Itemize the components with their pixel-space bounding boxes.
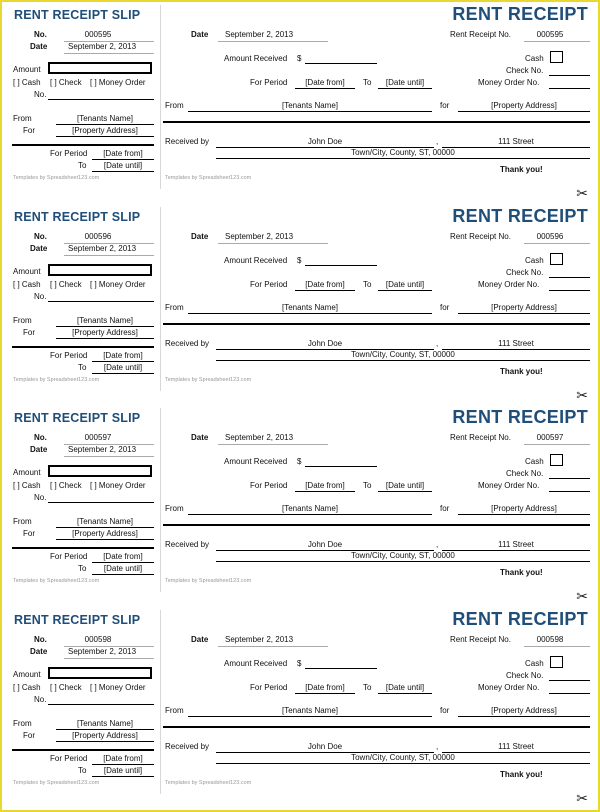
date-line xyxy=(218,243,328,244)
slip-date-value: September 2, 2013 xyxy=(68,445,137,454)
comma: , xyxy=(436,339,439,348)
for-period-label: For Period xyxy=(250,481,288,490)
slip-date-label: Date xyxy=(30,42,48,51)
slip-check-option[interactable]: [ ] Check xyxy=(50,78,82,87)
date-value: September 2, 2013 xyxy=(225,433,294,442)
date-line xyxy=(218,41,328,42)
slip-amount-field[interactable] xyxy=(48,465,152,477)
thank-you: Thank you! xyxy=(500,770,543,779)
slip-from-label: From xyxy=(13,114,32,123)
slip-date-line xyxy=(64,255,154,256)
from-label: From xyxy=(165,706,184,715)
main-divider xyxy=(163,726,590,728)
from-line[interactable] xyxy=(188,111,432,112)
check-no-label: Check No. xyxy=(506,66,544,75)
slip-date-from-line[interactable] xyxy=(92,361,154,362)
cash-label: Cash xyxy=(525,54,544,63)
rent-receipt-no-label: Rent Receipt No. xyxy=(450,232,511,241)
slip-date-from-line[interactable] xyxy=(92,159,154,160)
tenant-name: [Tenants Name] xyxy=(281,504,339,513)
slip-to-label: To xyxy=(78,766,87,775)
templates-credit: Templates by Spreadsheet123.com xyxy=(165,578,252,584)
date-line xyxy=(218,444,328,445)
comma: , xyxy=(436,540,439,549)
slip-no-label: No. xyxy=(34,232,47,241)
from-line[interactable] xyxy=(188,514,432,515)
slip-no-label: No. xyxy=(34,635,47,644)
receiver-name: John Doe xyxy=(307,742,343,751)
slip-receipt-number: 000598 xyxy=(84,635,112,644)
slip-property-address: [Property Address] xyxy=(72,731,138,740)
check-no-label: Check No. xyxy=(506,671,544,680)
date-until-value: [Date until] xyxy=(385,683,425,692)
slip-receipt-number: 000595 xyxy=(84,30,112,39)
city-line[interactable] xyxy=(216,763,590,764)
slip-payment-no-line[interactable] xyxy=(48,99,154,100)
slip-payment-no-line[interactable] xyxy=(48,301,154,302)
main-divider xyxy=(163,524,590,526)
property-address: [Property Address] xyxy=(491,706,557,715)
scissors-icon: ✂ xyxy=(576,185,588,201)
city-line[interactable] xyxy=(216,561,590,562)
dollar-sign: $ xyxy=(297,457,302,466)
slip-for-line[interactable] xyxy=(56,338,154,339)
street-value: 111 Street xyxy=(498,137,534,146)
main-divider xyxy=(163,121,590,123)
templates-credit: Templates by Spreadsheet123.com xyxy=(165,175,252,181)
rent-receipt-number: 000597 xyxy=(536,433,564,442)
slip-money-order-option[interactable]: [ ] Money Order xyxy=(90,683,146,692)
slip-payment-no-line[interactable] xyxy=(48,704,154,705)
slip-money-order-option[interactable]: [ ] Money Order xyxy=(90,78,146,87)
street-value: 111 Street xyxy=(498,540,534,549)
slip-date-label: Date xyxy=(30,244,48,253)
amount-received-label: Amount Received xyxy=(224,457,288,466)
date-from-line[interactable] xyxy=(295,88,355,89)
for-line[interactable] xyxy=(458,313,590,314)
slip-money-order-option[interactable]: [ ] Money Order xyxy=(90,280,146,289)
received-by-label: Received by xyxy=(165,137,210,146)
slip-templates-credit: Templates by Spreadsheet123.com xyxy=(13,780,100,786)
from-line[interactable] xyxy=(188,313,432,314)
amount-received-line[interactable] xyxy=(305,63,377,64)
for-line[interactable] xyxy=(458,111,590,112)
tenant-name: [Tenants Name] xyxy=(281,101,339,110)
slip-date-from: [Date from] xyxy=(103,351,143,360)
slip-period-label: For Period xyxy=(50,754,88,763)
slip-date-until: [Date until] xyxy=(103,564,143,573)
rent-receipt xyxy=(8,5,592,201)
slip-date-value: September 2, 2013 xyxy=(68,647,137,656)
date-until-value: [Date until] xyxy=(385,78,425,87)
slip-date-from: [Date from] xyxy=(103,754,143,763)
cash-checkbox[interactable] xyxy=(550,454,563,466)
slip-receipt-number: 000597 xyxy=(84,433,112,442)
slip-divider xyxy=(12,144,154,146)
slip-cash-option[interactable]: [ ] Cash xyxy=(13,683,41,692)
dollar-sign: $ xyxy=(297,659,302,668)
date-label: Date xyxy=(191,635,209,644)
money-order-no-label: Money Order No. xyxy=(478,683,540,692)
money-order-no-line[interactable] xyxy=(549,693,590,694)
date-until-line[interactable] xyxy=(378,88,432,89)
rent-receipt xyxy=(8,207,592,403)
slip-for-line[interactable] xyxy=(56,741,154,742)
slip-money-order-option[interactable]: [ ] Money Order xyxy=(90,481,146,490)
for-label: for xyxy=(440,706,450,715)
amount-received-label: Amount Received xyxy=(224,54,288,63)
slip-date-from: [Date from] xyxy=(103,149,143,158)
cash-checkbox[interactable] xyxy=(550,253,563,265)
cash-label: Cash xyxy=(525,659,544,668)
date-from-line[interactable] xyxy=(295,491,355,492)
receipt-slip xyxy=(8,408,158,588)
tenant-name: [Tenants Name] xyxy=(281,303,339,312)
date-label: Date xyxy=(191,433,209,442)
slip-date-until: [Date until] xyxy=(103,161,143,170)
slip-date-line xyxy=(64,658,154,659)
date-label: Date xyxy=(191,30,209,39)
receiver-name: John Doe xyxy=(307,137,343,146)
slip-from-line[interactable] xyxy=(56,729,154,730)
slip-amount-label: Amount xyxy=(13,670,41,679)
amount-received-line[interactable] xyxy=(305,466,377,467)
property-address: [Property Address] xyxy=(491,101,557,110)
slip-date-value: September 2, 2013 xyxy=(68,244,137,253)
dollar-sign: $ xyxy=(297,256,302,265)
slip-date-until: [Date until] xyxy=(103,363,143,372)
street-value: 111 Street xyxy=(498,742,534,751)
check-no-line[interactable] xyxy=(549,680,590,681)
money-order-no-label: Money Order No. xyxy=(478,78,540,87)
receipt-title: RENT RECEIPT xyxy=(452,609,588,629)
receipt-title: RENT RECEIPT xyxy=(452,407,588,427)
check-no-label: Check No. xyxy=(506,469,544,478)
slip-for-line[interactable] xyxy=(56,136,154,137)
rent-receipt-no-label: Rent Receipt No. xyxy=(450,433,511,442)
slip-templates-credit: Templates by Spreadsheet123.com xyxy=(13,175,100,181)
for-period-label: For Period xyxy=(250,280,288,289)
date-label: Date xyxy=(191,232,209,241)
date-from-value: [Date from] xyxy=(305,683,345,692)
rent-receipt-no-label: Rent Receipt No. xyxy=(450,30,511,39)
cash-checkbox[interactable] xyxy=(550,656,563,668)
date-line xyxy=(218,646,328,647)
slip-date-from: [Date from] xyxy=(103,552,143,561)
to-label: To xyxy=(363,78,372,87)
date-from-line[interactable] xyxy=(295,290,355,291)
slip-tenant-name: [Tenants Name] xyxy=(76,719,134,728)
date-value: September 2, 2013 xyxy=(225,232,294,241)
slip-tenant-name: [Tenants Name] xyxy=(76,316,134,325)
main-divider xyxy=(163,323,590,325)
rent-receipt-no-line xyxy=(524,646,590,647)
slip-date-until-line[interactable] xyxy=(92,171,154,172)
slip-check-option[interactable]: [ ] Check xyxy=(50,683,82,692)
comma: , xyxy=(436,742,439,751)
slip-templates-credit: Templates by Spreadsheet123.com xyxy=(13,578,100,584)
slip-date-until: [Date until] xyxy=(103,766,143,775)
street-value: 111 Street xyxy=(498,339,534,348)
for-label: for xyxy=(440,303,450,312)
receipt-slip xyxy=(8,207,158,387)
from-label: From xyxy=(165,303,184,312)
slip-property-address: [Property Address] xyxy=(72,126,138,135)
receipt-title: RENT RECEIPT xyxy=(452,206,588,226)
from-line[interactable] xyxy=(188,716,432,717)
slip-divider xyxy=(12,749,154,751)
slip-date-value: September 2, 2013 xyxy=(68,42,137,51)
receipt-title: RENT RECEIPT xyxy=(452,4,588,24)
slip-cash-option[interactable]: [ ] Cash xyxy=(13,78,41,87)
cash-checkbox[interactable] xyxy=(550,51,563,63)
slip-check-option[interactable]: [ ] Check xyxy=(50,481,82,490)
slip-from-line[interactable] xyxy=(56,326,154,327)
perforation-divider xyxy=(160,610,161,794)
slip-divider xyxy=(12,547,154,549)
amount-received-label: Amount Received xyxy=(224,659,288,668)
from-label: From xyxy=(165,504,184,513)
slip-payment-no-label: No. xyxy=(34,695,47,704)
perforation-divider xyxy=(160,408,161,592)
slip-amount-label: Amount xyxy=(13,468,41,477)
slip-amount-field[interactable] xyxy=(48,264,152,276)
slip-title: RENT RECEIPT SLIP xyxy=(14,210,141,224)
perforation-divider xyxy=(160,5,161,189)
rent-receipt-number: 000598 xyxy=(536,635,564,644)
rent-receipt-no-line xyxy=(524,243,590,244)
rent-receipt-number: 000596 xyxy=(536,232,564,241)
received-by-label: Received by xyxy=(165,540,210,549)
check-no-line[interactable] xyxy=(549,75,590,76)
for-period-label: For Period xyxy=(250,78,288,87)
for-period-label: For Period xyxy=(250,683,288,692)
money-order-no-label: Money Order No. xyxy=(478,481,540,490)
thank-you: Thank you! xyxy=(500,367,543,376)
slip-to-label: To xyxy=(78,161,87,170)
date-from-value: [Date from] xyxy=(305,280,345,289)
templates-credit: Templates by Spreadsheet123.com xyxy=(165,377,252,383)
city-line[interactable] xyxy=(216,158,590,159)
slip-payment-no-line[interactable] xyxy=(48,502,154,503)
received-by-label: Received by xyxy=(165,742,210,751)
cash-label: Cash xyxy=(525,457,544,466)
slip-cash-option[interactable]: [ ] Cash xyxy=(13,481,41,490)
date-value: September 2, 2013 xyxy=(225,635,294,644)
rent-receipt xyxy=(8,408,592,604)
for-label: for xyxy=(440,504,450,513)
money-order-no-label: Money Order No. xyxy=(478,280,540,289)
slip-property-address: [Property Address] xyxy=(72,328,138,337)
receipt-slip xyxy=(8,5,158,185)
slip-for-label: For xyxy=(23,126,35,135)
slip-period-label: For Period xyxy=(50,552,88,561)
property-address: [Property Address] xyxy=(491,504,557,513)
slip-from-label: From xyxy=(13,517,32,526)
check-no-line[interactable] xyxy=(549,478,590,479)
city-value: Town/City, County, ST, 00000 xyxy=(351,753,455,762)
slip-title: RENT RECEIPT SLIP xyxy=(14,8,141,22)
slip-date-line xyxy=(64,53,154,54)
slip-from-line[interactable] xyxy=(56,527,154,528)
city-line[interactable] xyxy=(216,360,590,361)
slip-amount-label: Amount xyxy=(13,65,41,74)
rent-receipt-number: 000595 xyxy=(536,30,564,39)
slip-date-until-line[interactable] xyxy=(92,574,154,575)
slip-tenant-name: [Tenants Name] xyxy=(76,114,134,123)
slip-title: RENT RECEIPT SLIP xyxy=(14,411,141,425)
money-order-no-line[interactable] xyxy=(549,491,590,492)
for-line[interactable] xyxy=(458,716,590,717)
slip-from-line[interactable] xyxy=(56,124,154,125)
rent-receipt-no-line xyxy=(524,41,590,42)
to-label: To xyxy=(363,280,372,289)
slip-divider xyxy=(12,346,154,348)
slip-payment-no-label: No. xyxy=(34,292,47,301)
slip-no-label: No. xyxy=(34,30,47,39)
rent-receipt xyxy=(8,610,592,806)
rent-receipt-no-line xyxy=(524,444,590,445)
perforation-divider xyxy=(160,207,161,391)
property-address: [Property Address] xyxy=(491,303,557,312)
slip-date-from-line[interactable] xyxy=(92,764,154,765)
slip-for-label: For xyxy=(23,731,35,740)
date-until-line[interactable] xyxy=(378,491,432,492)
slip-to-label: To xyxy=(78,363,87,372)
receipt-slip xyxy=(8,610,158,790)
money-order-no-line[interactable] xyxy=(549,290,590,291)
thank-you: Thank you! xyxy=(500,165,543,174)
date-until-line[interactable] xyxy=(378,290,432,291)
slip-templates-credit: Templates by Spreadsheet123.com xyxy=(13,377,100,383)
slip-for-label: For xyxy=(23,529,35,538)
slip-from-label: From xyxy=(13,719,32,728)
slip-payment-no-label: No. xyxy=(34,493,47,502)
dollar-sign: $ xyxy=(297,54,302,63)
slip-cash-option[interactable]: [ ] Cash xyxy=(13,280,41,289)
money-order-no-line[interactable] xyxy=(549,88,590,89)
check-no-label: Check No. xyxy=(506,268,544,277)
slip-for-line[interactable] xyxy=(56,539,154,540)
slip-date-until-line[interactable] xyxy=(92,373,154,374)
for-label: for xyxy=(440,101,450,110)
slip-no-label: No. xyxy=(34,433,47,442)
date-value: September 2, 2013 xyxy=(225,30,294,39)
date-until-value: [Date until] xyxy=(385,481,425,490)
slip-from-label: From xyxy=(13,316,32,325)
thank-you: Thank you! xyxy=(500,568,543,577)
date-until-value: [Date until] xyxy=(385,280,425,289)
slip-check-option[interactable]: [ ] Check xyxy=(50,280,82,289)
slip-date-until-line[interactable] xyxy=(92,776,154,777)
scissors-icon: ✂ xyxy=(576,387,588,403)
slip-title: RENT RECEIPT SLIP xyxy=(14,613,141,627)
receiver-name: John Doe xyxy=(307,540,343,549)
slip-payment-no-label: No. xyxy=(34,90,47,99)
slip-amount-label: Amount xyxy=(13,267,41,276)
cash-label: Cash xyxy=(525,256,544,265)
received-by-label: Received by xyxy=(165,339,210,348)
slip-period-label: For Period xyxy=(50,351,88,360)
check-no-line[interactable] xyxy=(549,277,590,278)
tenant-name: [Tenants Name] xyxy=(281,706,339,715)
slip-tenant-name: [Tenants Name] xyxy=(76,517,134,526)
slip-date-from-line[interactable] xyxy=(92,562,154,563)
scissors-icon: ✂ xyxy=(576,588,588,604)
date-from-value: [Date from] xyxy=(305,78,345,87)
amount-received-line[interactable] xyxy=(305,668,377,669)
slip-date-label: Date xyxy=(30,647,48,656)
for-line[interactable] xyxy=(458,514,590,515)
date-from-value: [Date from] xyxy=(305,481,345,490)
slip-receipt-number: 000596 xyxy=(84,232,112,241)
city-value: Town/City, County, ST, 00000 xyxy=(351,148,455,157)
slip-period-label: For Period xyxy=(50,149,88,158)
city-value: Town/City, County, ST, 00000 xyxy=(351,551,455,560)
slip-amount-field[interactable] xyxy=(48,667,152,679)
slip-to-label: To xyxy=(78,564,87,573)
date-from-line[interactable] xyxy=(295,693,355,694)
slip-property-address: [Property Address] xyxy=(72,529,138,538)
from-label: From xyxy=(165,101,184,110)
amount-received-line[interactable] xyxy=(305,265,377,266)
city-value: Town/City, County, ST, 00000 xyxy=(351,350,455,359)
rent-receipt-no-label: Rent Receipt No. xyxy=(450,635,511,644)
scissors-icon: ✂ xyxy=(576,790,588,806)
amount-received-label: Amount Received xyxy=(224,256,288,265)
to-label: To xyxy=(363,683,372,692)
receiver-name: John Doe xyxy=(307,339,343,348)
slip-for-label: For xyxy=(23,328,35,337)
comma: , xyxy=(436,137,439,146)
slip-date-label: Date xyxy=(30,445,48,454)
date-until-line[interactable] xyxy=(378,693,432,694)
slip-date-line xyxy=(64,456,154,457)
to-label: To xyxy=(363,481,372,490)
templates-credit: Templates by Spreadsheet123.com xyxy=(165,780,252,786)
slip-amount-field[interactable] xyxy=(48,62,152,74)
